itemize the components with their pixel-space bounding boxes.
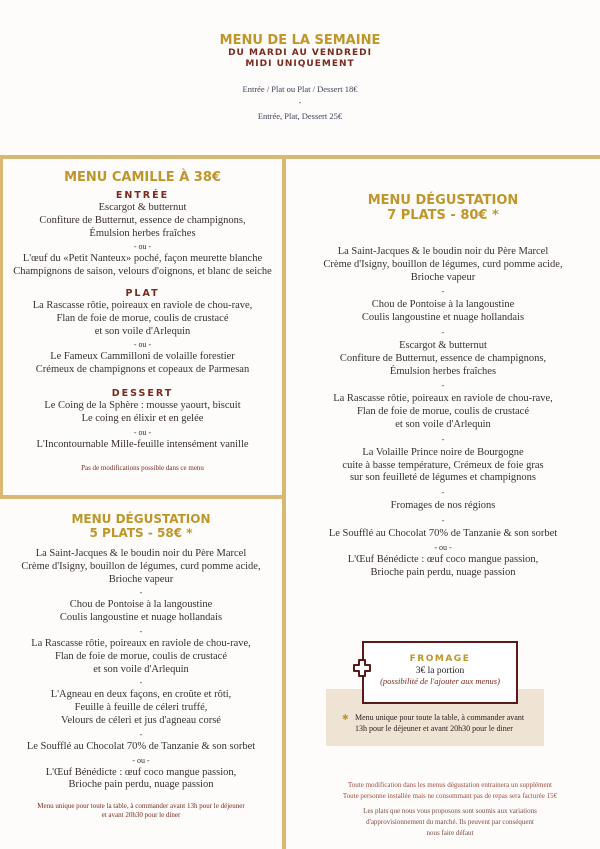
notice-line-2: 13h pour le déjeuner et avant 20h30 pour le diner	[355, 723, 513, 733]
dish-line: Le Fameux Cammilloni de volaille forestier	[50, 351, 235, 363]
dish-line: sur son feuilleté de légumes et champignons	[349, 472, 537, 484]
dish-line: L'œuf du «Petit Nanteux» poché, façon meurette blanche	[22, 253, 263, 265]
dish-line: La Rascasse rôtie, poireaux en raviole de chou-rave,	[31, 637, 251, 649]
footer	[300, 780, 600, 839]
dish-line: Chou de Pontoise à la langoustine	[69, 599, 213, 611]
dish-line: La Saint-Jacques & le boudin noir du Père Marcel	[337, 246, 549, 257]
dish	[286, 299, 600, 325]
weekly-menu	[0, 0, 600, 157]
footer-line: nous faire défaut	[426, 829, 474, 837]
camille-note: Pas de modifications possible dans ce menu	[81, 464, 204, 473]
deg7-subtitle: 7 PLATS - 80€ *	[387, 208, 499, 223]
section-plat: PLAT	[125, 287, 160, 299]
dish-line: La Rascasse rôtie, poireaux en raviole de chou-rave,	[32, 299, 253, 311]
weekly-subtitle-2: MIDI UNIQUEMENT	[245, 59, 355, 69]
dish	[3, 351, 282, 377]
dish-line: La Rascasse rôtie, poireaux en raviole de chou-rave,	[333, 393, 553, 405]
separator: -	[441, 488, 445, 498]
deg7-title: MENU DÉGUSTATION	[367, 193, 519, 208]
separator: -	[441, 515, 445, 525]
fromage-title: FROMAGE	[409, 654, 471, 664]
dish-line: Flan de foie de morue, coulis de crustacé	[54, 650, 228, 662]
dish-line: Crème d'Isigny, bouillon de légumes, curd pomme acide,	[323, 258, 563, 270]
dish-line: Émulsion herbes fraîches	[89, 227, 196, 239]
dish-line: Le Coing de la Sphère : mousse yaourt, biscuit	[44, 399, 241, 411]
separator: -	[298, 98, 302, 107]
dish-line: Chou de Pontoise à la langoustine	[371, 299, 515, 311]
dish	[286, 246, 600, 284]
dish-line: et son voile d'Arlequin	[94, 325, 191, 337]
dish-line: Coulis langoustine et nuage hollandais	[59, 612, 223, 624]
dish-line: Velours de céleri et jus d'agneau corsé	[61, 714, 221, 726]
or-separator: - ou -	[132, 755, 150, 765]
dish	[286, 393, 600, 431]
dish-line: Brioche pain perdu, nuage passion	[68, 779, 214, 791]
dish-line: Confiture de Butternut, essence de champignons,	[39, 214, 246, 226]
dish-line: cuite à basse température, Crémeux de foie gras	[342, 459, 544, 471]
plus-icon	[352, 658, 372, 678]
or-separator: - ou -	[133, 427, 152, 437]
weekly-formula-2: Entrée, Plat, Dessert 25€	[257, 111, 343, 121]
dish-line: Le Soufflé au Chocolat 70% de Tanzanie & son sorbet	[328, 527, 558, 539]
dish-line: Flan de foie de morue, coulis de crustacé	[56, 312, 229, 324]
footer-line: Les plats que nous vous proposons sont soumis aux variations	[363, 807, 537, 815]
menu-camille	[0, 159, 282, 499]
dish-line: Crémeux de champignons et copeaux de Parmesan	[35, 364, 250, 376]
dish-line: Le Soufflé au Chocolat 70% de Tanzanie & son sorbet	[26, 740, 256, 752]
separator: -	[441, 287, 445, 297]
separator: -	[139, 626, 143, 636]
dish-line: Crème d'Isigny, bouillon de légumes, curd pomme acide,	[21, 560, 261, 572]
fromage-note: (possibilité de l'ajouter aux menus)	[380, 676, 500, 686]
footer-line: d'approvisionnement du marché. Ils peuvent par conséquent	[366, 818, 534, 826]
asterisk-icon: ✱	[342, 713, 349, 722]
dish	[0, 548, 282, 586]
notice-line: Menu unique pour toute la table, à commander avant	[355, 713, 525, 722]
dish-line: Flan de foie de morue, coulis de crustacé	[356, 406, 530, 418]
dish	[0, 767, 282, 793]
separator: -	[441, 381, 445, 391]
dish	[3, 300, 282, 338]
dish-line: Escargot & butternut	[399, 339, 487, 351]
separator: -	[441, 327, 445, 337]
dish-line: et son voile d'Arlequin	[93, 663, 189, 675]
fromage-box	[362, 641, 518, 704]
deg5-title: MENU DÉGUSTATION	[71, 512, 211, 526]
section-dessert: DESSERT	[111, 387, 174, 399]
weekly-formula-1: Entrée / Plat ou Plat / Dessert 18€	[242, 84, 358, 94]
dish-line: Champignons de saison, velours d'oignons, et blanc de seiche	[13, 266, 272, 278]
dish	[3, 439, 282, 452]
dish-line: Brioche vapeur	[108, 573, 174, 585]
dish-line: Brioche vapeur	[410, 271, 476, 283]
dish	[3, 202, 282, 240]
dish-line: L'Œuf Bénédicte : œuf coco mangue passion,	[347, 553, 539, 565]
fromage-price: 3€ la portion	[415, 666, 465, 676]
dish	[3, 400, 282, 426]
dish-line: La Saint-Jacques & le boudin noir du Père Marcel	[35, 548, 247, 559]
dish-line: Escargot & butternut	[98, 202, 187, 213]
dish-line: L'Incontournable Mille-feuille intensément vanille	[36, 438, 249, 450]
dish-line: Feuille à feuille de céleri truffé,	[74, 702, 208, 714]
dish-line: La Volaille Prince noire de Bourgogne	[362, 446, 524, 458]
separator: -	[441, 434, 445, 444]
dish-line: L'Œuf Bénédicte : œuf coco mangue passion,	[45, 766, 237, 778]
dish	[0, 689, 282, 727]
dish	[286, 500, 600, 513]
footer-line: Toute personne installée mais ne consommant pas de repas sera facturée 15€	[342, 792, 558, 800]
dish-line: Le coing en élixir et en gelée	[81, 412, 204, 424]
dish	[0, 599, 282, 625]
section-entree: ENTRÉE	[115, 190, 170, 201]
dish-line: L'Agneau en deux façons, en croûte et rôti,	[50, 689, 232, 701]
separator: -	[139, 729, 143, 739]
footer-line: Toute modification dans les menus dégustation entrainera un supplément	[347, 781, 552, 789]
deg5-note: Menu unique pour toute la table, à commander avant 13h pour le déjeuner	[37, 802, 245, 811]
dish	[286, 554, 600, 580]
dish-line: Coulis langoustine et nuage hollandais	[361, 312, 525, 324]
or-separator: - ou -	[133, 242, 152, 252]
dish	[286, 447, 600, 485]
camille-title: MENU CAMILLE À 38€	[64, 170, 221, 185]
menu-degustation-5	[0, 503, 282, 820]
dish-line: et son voile d'Arlequin	[395, 418, 491, 430]
or-separator: - ou -	[133, 340, 152, 350]
dish	[0, 741, 282, 754]
or-separator: - ou -	[434, 542, 452, 552]
weekly-subtitle: DU MARDI AU VENDREDI	[228, 48, 372, 58]
separator: -	[139, 588, 143, 598]
dish	[3, 253, 282, 279]
deg5-note-2: et avant 20h30 pour le diner	[101, 811, 181, 820]
dish-line: Confiture de Butternut, essence de champignons,	[339, 352, 547, 364]
dish	[286, 528, 600, 541]
menu-degustation-7	[286, 159, 600, 579]
deg5-subtitle: 5 PLATS - 58€ *	[89, 526, 193, 540]
dish-line: Émulsion herbes fraîches	[389, 365, 497, 377]
dish-line: Fromages de nos régions	[390, 500, 496, 512]
dish	[0, 638, 282, 676]
dish	[286, 340, 600, 378]
dish-line: Brioche pain perdu, nuage passion	[370, 566, 516, 578]
weekly-title: MENU DE LA SEMAINE	[219, 33, 381, 48]
separator: -	[139, 678, 143, 688]
